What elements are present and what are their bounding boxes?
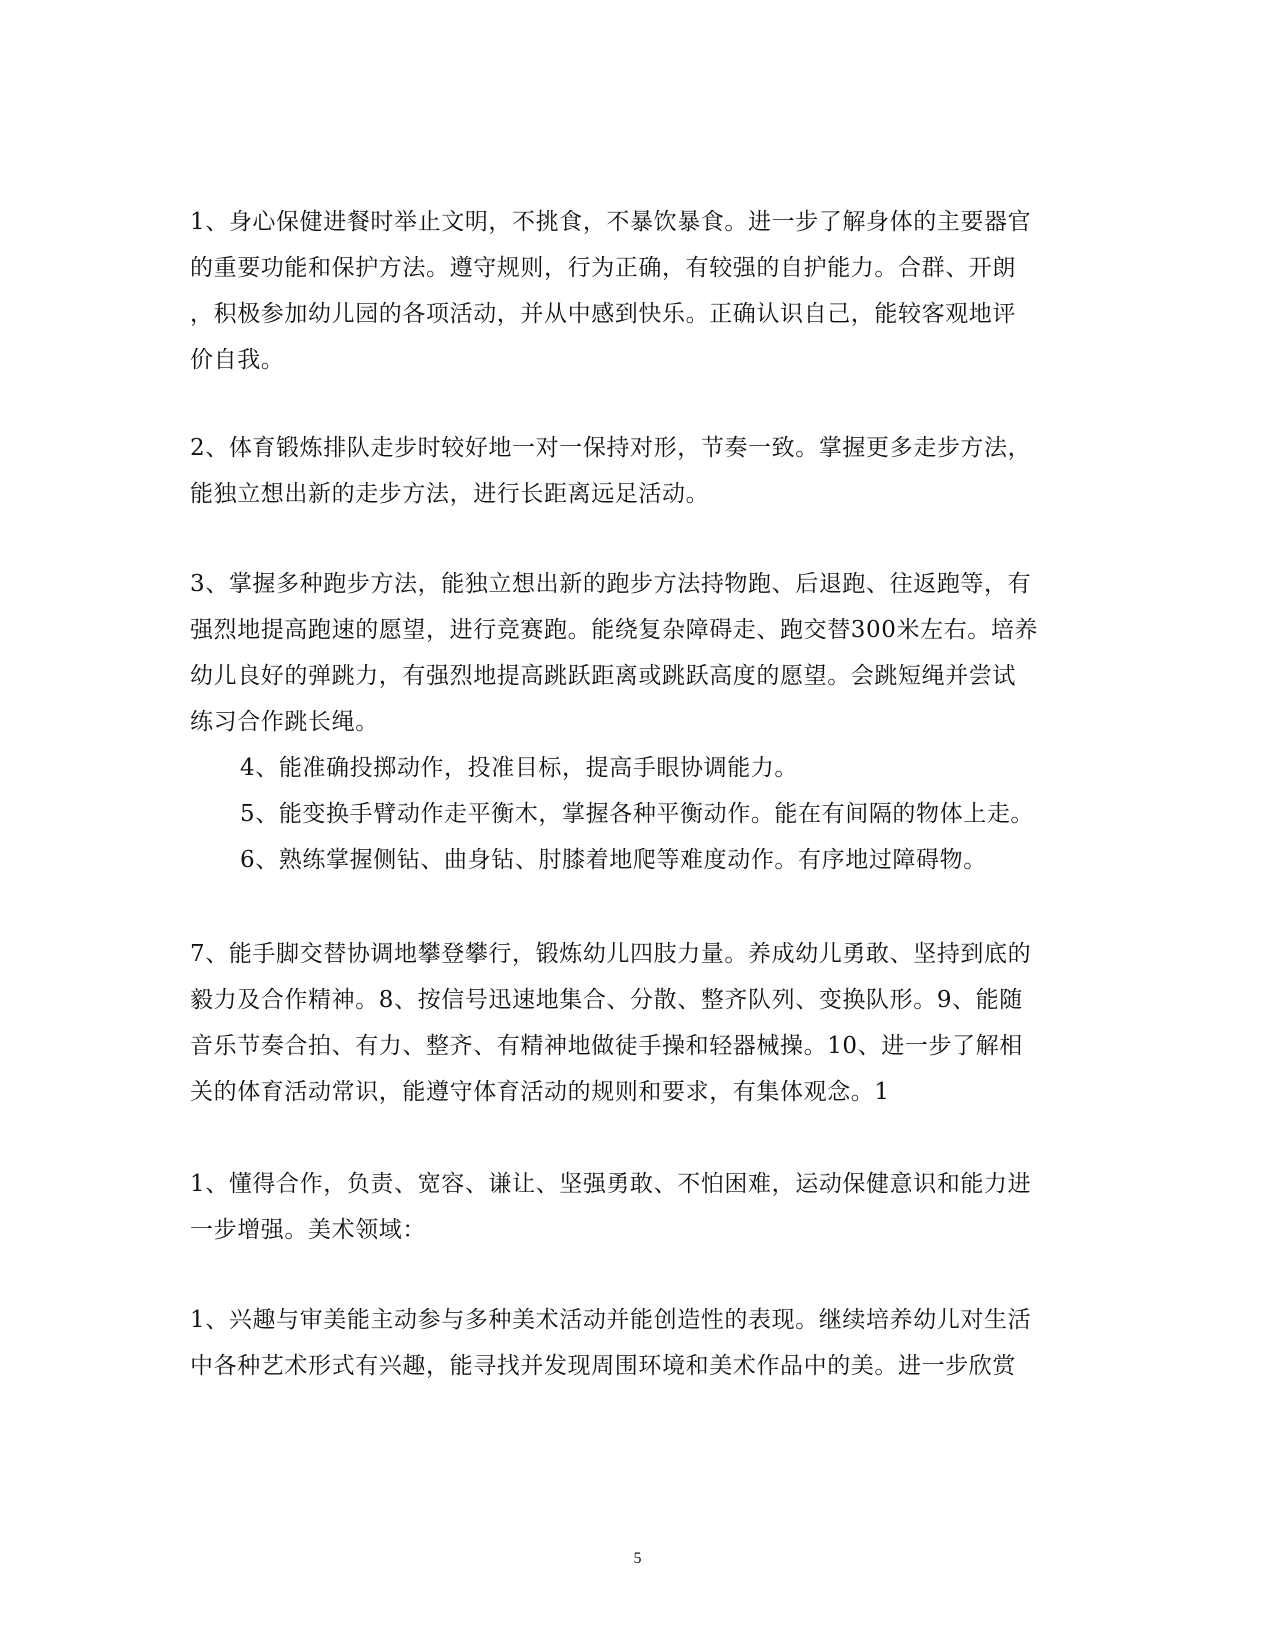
text-line: 幼儿良好的弹跳力，有强烈地提高跳跃距离或跳跃高度的愿望。会跳短绳并尝试 <box>190 663 1016 689</box>
text-line: ，积极参加幼儿园的各项活动，并从中感到快乐。正确认识自己，能较客观地评 <box>190 301 1016 327</box>
text-line: 强烈地提高跑速的愿望，进行竞赛跑。能绕复杂障碍走、跑交替300米左右。培养 <box>190 617 1039 643</box>
text-line: 价自我。 <box>190 347 285 373</box>
text-line: 关的体育活动常识，能遵守体育活动的规则和要求，有集体观念。1 <box>190 1079 890 1105</box>
text-line: 6、熟练掌握侧钻、曲身钻、肘膝着地爬等难度动作。有序地过障碍物。 <box>240 847 987 873</box>
paragraph-1 <box>190 199 1080 383</box>
paragraph-5 <box>190 931 1080 1115</box>
text-line: 毅力及合作精神。8、按信号迅速地集合、分散、整齐队列、变换队形。9、能随 <box>190 987 1023 1013</box>
text-line: 的重要功能和保护方法。遵守规则，行为正确，有较强的自护能力。合群、开朗 <box>190 255 1016 281</box>
text-line: 1、兴趣与审美能主动参与多种美术活动并能创造性的表现。继续培养幼儿对生活 <box>190 1307 1032 1333</box>
paragraph-7 <box>190 1297 1080 1389</box>
paragraph-3 <box>190 561 1080 745</box>
text-line: 1、身心保健进餐时举止文明，不挑食，不暴饮暴食。进一步了解身体的主要器官 <box>190 209 1032 235</box>
text-line: 能独立想出新的走步方法，进行长距离远足活动。 <box>190 481 710 507</box>
paragraph-6 <box>190 1161 1080 1253</box>
text-line: 7、能手脚交替协调地攀登攀行，锻炼幼儿四肢力量。养成幼儿勇敢、坚持到底的 <box>190 941 1032 967</box>
paragraph-2 <box>190 425 1080 517</box>
text-line: 1、懂得合作，负责、宽容、谦让、坚强勇敢、不怕困难，运动保健意识和能力进 <box>190 1171 1032 1197</box>
text-line: 3、掌握多种跑步方法，能独立想出新的跑步方法持物跑、后退跑、往返跑等，有 <box>190 571 1032 597</box>
page-number: 5 <box>633 1550 642 1567</box>
text-line: 练习合作跳长绳。 <box>190 709 379 735</box>
paragraph-4 <box>240 745 1130 883</box>
text-line: 音乐节奏合拍、有力、整齐、有精神地做徒手操和轻器械操。10、进一步了解相 <box>190 1033 1023 1059</box>
text-line: 4、能准确投掷动作，投准目标，提高手眼协调能力。 <box>240 755 799 781</box>
text-line: 5、能变换手臂动作走平衡木，掌握各种平衡动作。能在有间隔的物体上走。 <box>240 801 1035 827</box>
text-line: 2、体育锻炼排队走步时较好地一对一保持对形，节奏一致。掌握更多走步方法， <box>190 435 1032 461</box>
text-line: 一步增强。美术领域： <box>190 1217 426 1243</box>
text-line: 中各种艺术形式有兴趣，能寻找并发现周围环境和美术作品中的美。进一步欣赏 <box>190 1353 1016 1379</box>
